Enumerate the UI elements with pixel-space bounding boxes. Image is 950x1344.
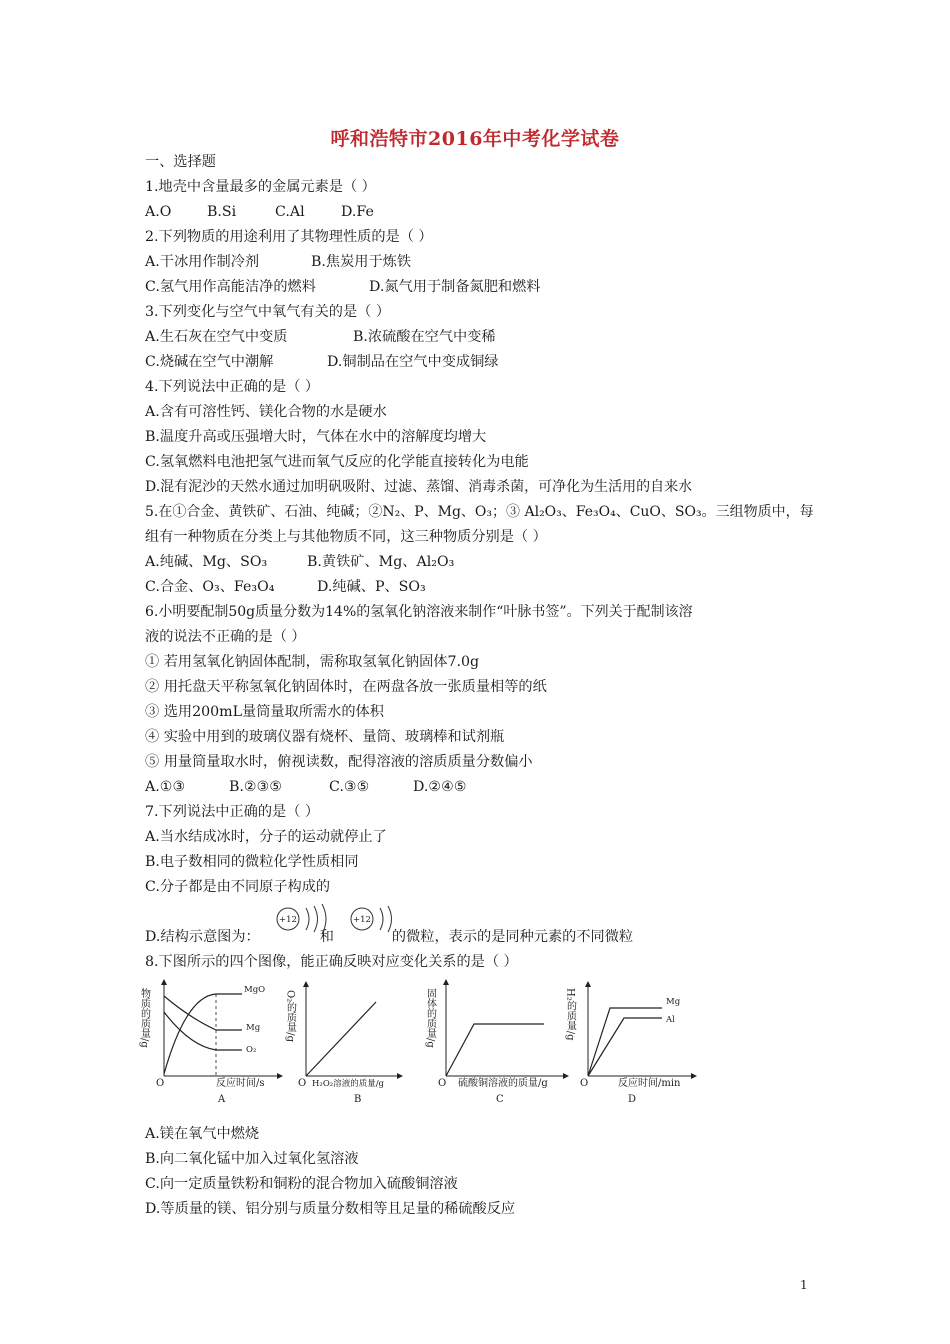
graph-b-ylabel: O₂的质量/g <box>284 990 296 1042</box>
graph-c-xlabel: 硫酸铜溶液的质量/g <box>458 1078 548 1089</box>
q2-options-ab <box>145 252 411 272</box>
q8-stem: 8.下图所示的四个图像，能正确反映对应变化关系的是（ ） <box>145 954 518 970</box>
q7-option-c: C.分子都是由不同原子构成的 <box>145 879 331 895</box>
q5-options-cd <box>145 577 426 597</box>
q7-option-d-prefix: D.结构示意图为： <box>145 929 260 945</box>
nucleus-charge-1: +12 <box>279 915 297 925</box>
q1-options <box>145 202 374 222</box>
q8-option-a: A.镁在氧气中燃烧 <box>145 1126 260 1142</box>
graph-b <box>285 982 403 1105</box>
graph-d-xlabel: 反应时间/min <box>618 1078 681 1089</box>
q5-stem-line2: 组有一种物质在分类上与其他物质不同，这三种物质分别是（ ） <box>145 529 547 545</box>
q6-option-c: C.③⑤ <box>329 779 370 795</box>
graph-b-origin: O <box>298 1078 307 1089</box>
q6-statement-1: ① 若用氢氧化钠固体配制，需称取氢氧化钠固体7.0g <box>145 654 480 670</box>
atom-structure-diagram-2 <box>346 900 396 940</box>
electron-shell-3 <box>322 904 326 934</box>
q6-statement-4: ④ 实验中用到的玻璃仪器有烧杯、量筒、玻璃棒和试剂瓶 <box>145 729 505 745</box>
q2-option-c: C.氢气用作高能洁净的燃料 <box>145 279 316 295</box>
graph-d <box>565 982 697 1105</box>
graph-c-origin: O <box>438 1078 447 1089</box>
q7-option-d-suffix: 的微粒，表示的是同种元素的不同微粒 <box>391 929 634 945</box>
graph-a-label-o2: O₂ <box>246 1045 257 1055</box>
graph-d-label-mg: Mg <box>666 997 681 1007</box>
q6-statement-2: ② 用托盘天平称氢氧化钠固体时，在两盘各放一张质量相等的纸 <box>145 679 547 695</box>
graph-a-xlabel: 反应时间/s <box>216 1078 265 1089</box>
section-heading: 一、选择题 <box>145 154 216 170</box>
nucleus-charge-2: +12 <box>353 915 371 925</box>
q4-option-d: D.混有泥沙的天然水通过加明矾吸附、过滤、蒸馏、消毒杀菌，可净化为生活用的自来水 <box>145 479 693 495</box>
q1-stem: 1.地壳中含量最多的金属元素是（ ） <box>145 179 376 195</box>
q6-stem-line1: 6.小明要配制50g质量分数为14%的氢氧化钠溶液来制作“叶脉书签”。下列关于配制该溶 <box>145 604 693 620</box>
graph-a-label-mgo: MgO <box>244 985 266 995</box>
graph-c-line <box>446 1024 544 1076</box>
q7-option-d-and: 和 <box>319 929 334 945</box>
q5-option-a: A.纯碱、Mg、SO₃ <box>145 554 268 570</box>
q7-option-a: A.当水结成冰时，分子的运动就停止了 <box>145 829 387 845</box>
q4-stem: 4.下列说法中正确的是（ ） <box>145 379 320 395</box>
graph-a-mg-curve <box>164 996 242 1030</box>
page-number: 1 <box>800 1278 808 1292</box>
q5-option-c: C.合金、O₃、Fe₃O₄ <box>145 579 275 595</box>
q6-stem-line2: 液的说法不正确的是（ ） <box>145 629 306 645</box>
q4-option-a: A.含有可溶性钙、镁化合物的水是硬水 <box>145 404 387 420</box>
q2-option-d: D.氮气用于制备氮肥和燃料 <box>369 279 541 295</box>
q6-statement-5: ⑤ 用量筒量取水时，俯视读数，配得溶液的溶质质量分数偏小 <box>145 754 533 770</box>
q4-option-c: C.氢氧燃料电池把氢气进而氧气反应的化学能直接转化为电能 <box>145 454 529 470</box>
q1-option-c: C.Al <box>275 204 305 220</box>
q8-graphs-figure <box>140 972 700 1108</box>
q2-options-cd <box>145 277 540 297</box>
graph-c-ylabel: 固体的质量/g <box>424 988 436 1048</box>
q3-options-ab <box>145 327 496 347</box>
graph-a <box>139 980 283 1105</box>
graph-c-letter: C <box>496 1094 504 1105</box>
graph-b-xlabel: H₂O₂溶液的质量/g <box>312 1079 385 1089</box>
q1-option-d: D.Fe <box>341 204 374 220</box>
q6-option-d: D.②④⑤ <box>413 779 467 795</box>
q8-option-d: D.等质量的镁、铝分别与质量分数相等且足量的稀硫酸反应 <box>145 1201 516 1217</box>
q2-option-a: A.干冰用作制冷剂 <box>145 254 260 270</box>
q2-stem: 2.下列物质的用途利用了其物理性质的是（ ） <box>145 229 433 245</box>
q6-options <box>145 777 467 797</box>
q3-option-a: A.生石灰在空气中变质 <box>145 329 288 345</box>
q5-options-ab <box>145 552 454 572</box>
q3-options-cd <box>145 352 498 372</box>
q8-option-b: B.向二氧化锰中加入过氧化氢溶液 <box>145 1151 359 1167</box>
q5-option-d: D.纯碱、P、SO₃ <box>317 579 426 595</box>
electron-shell-2 <box>388 906 392 932</box>
graph-d-line-al <box>588 1018 662 1076</box>
graph-d-letter: D <box>628 1094 637 1105</box>
graph-a-o2-curve <box>164 1012 242 1050</box>
q3-option-d: D.铜制品在空气中变成铜绿 <box>327 354 499 370</box>
graph-a-label-mg: Mg <box>246 1023 261 1033</box>
electron-shell-1 <box>380 908 383 930</box>
q5-stem-line1: 5.在①合金、黄铁矿、石油、纯碱；②N₂、P、Mg、O₃；③ Al₂O₃、Fe₃O₄、CuO、SO₃。三组物质中，每 <box>145 504 814 520</box>
q6-option-a: A.①③ <box>145 779 186 795</box>
graph-b-letter: B <box>354 1094 362 1105</box>
graph-a-letter: A <box>218 1094 226 1105</box>
graph-c <box>425 980 569 1105</box>
page-title: 呼和浩特市2016年中考化学试卷 <box>330 128 620 150</box>
q3-option-b: B.浓硫酸在空气中变稀 <box>353 329 496 345</box>
q3-option-c: C.烧碱在空气中潮解 <box>145 354 274 370</box>
q7-option-b: B.电子数相同的微粒化学性质相同 <box>145 854 359 870</box>
graph-a-ylabel: 物质的质量/g <box>138 988 150 1048</box>
q8-option-c: C.向一定质量铁粉和铜粉的混合物加入硫酸铜溶液 <box>145 1176 458 1192</box>
q6-option-b: B.②③⑤ <box>229 779 283 795</box>
atom-structure-diagram-1 <box>272 900 336 940</box>
electron-shell-1 <box>306 908 309 930</box>
q7-stem: 7.下列说法中正确的是（ ） <box>145 804 320 820</box>
q1-option-b: B.Si <box>207 204 237 220</box>
q4-option-b: B.温度升高或压强增大时，气体在水中的溶解度均增大 <box>145 429 487 445</box>
graph-b-line <box>306 1002 376 1076</box>
graph-d-label-al: Al <box>666 1015 675 1025</box>
graph-d-ylabel: H₂的质量/g <box>564 988 576 1041</box>
graph-d-origin: O <box>580 1078 589 1089</box>
q2-option-b: B.焦炭用于炼铁 <box>311 254 412 270</box>
q6-statement-3: ③ 选用200mL量筒量取所需水的体积 <box>145 704 384 720</box>
graph-a-origin: O <box>156 1078 165 1089</box>
electron-shell-2 <box>314 906 318 932</box>
q5-option-b: B.黄铁矿、Mg、Al₂O₃ <box>307 554 455 570</box>
q3-stem: 3.下列变化与空气中氧气有关的是（ ） <box>145 304 391 320</box>
q1-option-a: A.O <box>145 204 172 220</box>
